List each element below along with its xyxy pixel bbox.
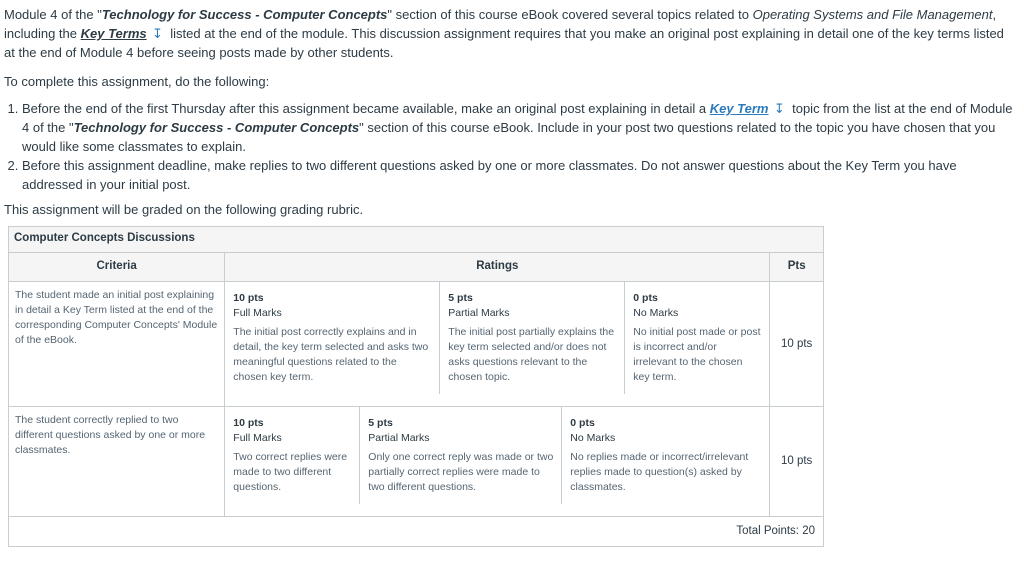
rating-cell xyxy=(225,407,359,504)
rating-description: Only one correct reply was made or two partially correct replies were made to two different questions. xyxy=(368,451,554,493)
criterion-points: 10 pts xyxy=(770,282,824,407)
criterion-ratings xyxy=(225,282,770,407)
criteria-header: Criteria xyxy=(9,253,225,282)
step-item-1: 1. Before the end of the first Thursday after this assignment became available, make an original post explaining in detail a Key Term ↧ topic from the list at the end of Module 4 of the "Technology for Success - Computer Concepts" section of this course eBook. Include in your post two questions related to the topic you have chosen that you would like some classmates to explain. xyxy=(22,99,1014,156)
rating-points: 5 pts xyxy=(448,292,473,304)
steps-list xyxy=(4,99,1014,194)
criterion-row xyxy=(9,282,824,407)
rating-name: Partial Marks xyxy=(368,432,430,444)
rating-points: 10 pts xyxy=(233,417,264,429)
rating-cell xyxy=(561,407,769,504)
grading-note: This assignment will be graded on the following grading rubric. xyxy=(4,202,364,217)
key-term-link[interactable]: Key Term xyxy=(709,101,769,116)
criterion-ratings xyxy=(225,407,770,517)
pts-header: Pts xyxy=(770,253,824,282)
rating-name: Partial Marks xyxy=(448,307,510,319)
rating-description: No initial post made or post is incorrect and/or irrelevant to the chosen key term. xyxy=(633,326,761,383)
grading-rubric xyxy=(8,226,824,547)
rating-description: Two correct replies were made to two different questions. xyxy=(233,451,348,493)
rating-name: No Marks xyxy=(633,307,679,319)
rating-cell xyxy=(225,282,439,394)
rating-name: No Marks xyxy=(570,432,616,444)
rating-name: Full Marks xyxy=(233,432,282,444)
ratings-header: Ratings xyxy=(225,253,770,282)
rating-description: The initial post partially explains the key term selected and/or does not asks questions relevant to the chosen topic. xyxy=(448,326,615,383)
book-title: Technology for Success - Computer Concepts xyxy=(101,7,388,22)
rating-cell xyxy=(359,407,561,504)
criterion-points: 10 pts xyxy=(770,407,824,517)
rating-name: Full Marks xyxy=(233,307,282,319)
rating-points: 5 pts xyxy=(368,417,393,429)
criterion-description: The student made an initial post explaining in detail a Key Term listed at the end of the corresponding Computer Concepts' Module of the eBook. xyxy=(9,282,225,407)
rubric-title: Computer Concepts Discussions xyxy=(9,227,824,253)
key-terms-link[interactable]: Key Terms xyxy=(80,26,147,41)
intro-paragraph: Module 4 of the "Technology for Success - Computer Concepts" section of this course eBook covered several topics related to Operating Systems and File Management, including the Key Terms ↧ listed at the end of the module. This discussion assignment requires that you make an original post explaining in detail one of the key terms listed at the end of Module 4 before seeing posts made by other students. xyxy=(4,7,1004,60)
rating-cell xyxy=(439,282,624,394)
rating-cell xyxy=(624,282,769,394)
topic-title: Operating Systems and File Management xyxy=(752,7,993,22)
rating-points: 0 pts xyxy=(570,417,595,429)
instructions-lead: To complete this assignment, do the following: xyxy=(4,74,270,89)
rating-points: 0 pts xyxy=(633,292,658,304)
criterion-row xyxy=(9,407,824,517)
step-item-2: 2. Before this assignment deadline, make replies to two different questions asked by one or more classmates. Do not answer questions about the Key Term you have addressed in your initial post. xyxy=(22,156,1014,194)
criterion-description: The student correctly replied to two different questions asked by one or more classmates. xyxy=(9,407,225,517)
rating-points: 10 pts xyxy=(233,292,264,304)
total-points: Total Points: 20 xyxy=(9,517,824,547)
download-arrow-icon[interactable]: ↧ xyxy=(774,101,785,116)
rating-description: No replies made or incorrect/irrelevant replies made to question(s) asked by classmates. xyxy=(570,451,749,493)
download-arrow-icon[interactable]: ↧ xyxy=(152,26,164,41)
rating-description: The initial post correctly explains and in detail, the key term selected and asks two meaningful questions related to the chosen key term. xyxy=(233,326,429,383)
book-title: Technology for Success - Computer Concepts xyxy=(73,120,360,135)
